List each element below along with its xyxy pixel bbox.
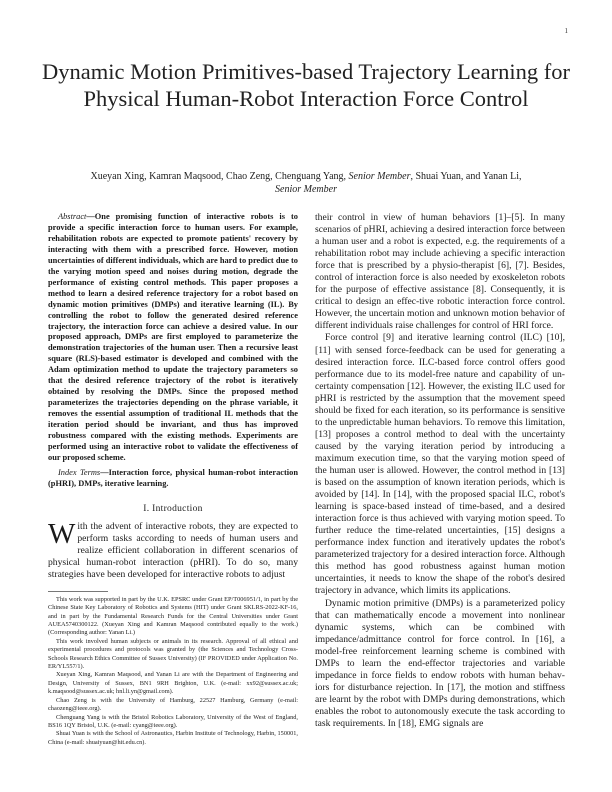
footnote-affiliation-bristol: Chenguang Yang is with the Bristol Robotics Laboratory, University of the West of England, BS16 1QY Bristol, U.K. (e-mail: cyang@ieee.org). [48,713,298,729]
page-number: 1 [564,27,568,35]
author-names-1: Xueyan Xing, Kamran Maqsood, Chao Zeng, Chenguang Yang, [90,171,347,182]
abstract-lead: Abstract [58,212,87,221]
drop-cap: W [48,517,76,550]
index-terms-lead: Index Terms [58,467,101,477]
body-paragraph-2: Force control [9] and iterative learning control (ILC) [10], [11] with sensed force-feedback can be used for generating a desired interaction force. ILC-based force control offers good performance due to its model-free nature and capability of un-certainty compensation [12]. However, the existing ILC used for pHRI is restricted by the assumption that the movement speed should be fixed for each iteration, so its performance is sensitive to the unpredictable human behaviors. To remove this limitation, [13] proposes a control method to deal with the uncertainty caused by the varying iteration period by introducing a maximum execution time, so that the varying motion speed of the human user is allowed. However, the control method in [13] is based on the assumption of known iteration periods, which is avoided by [14]. In [14], with the proposed spacial ILC, robot's learning is space-based instead of time-based, and a desired interaction force is thus achieved with varying motion speed. To further reduce the time-related uncertainties, [15] designs a performance index function and iteratively updates the robot's parameterized trajectory for a desired interaction force. Although this method has good robustness against human motion uncertainties, it needs to know the shape of the robot's desired trajectory in advance, which limits its applications. [315,332,565,597]
abstract-text: —One promising function of interactive robots is to provide a specific interaction force to human users. For example, rehabilitation robots are expected to promote patients' recovery by interacting with them with a prescribed force. However, motion uncertainties of different individuals, which are hard to predict due to the varying motion speed and noises during motion, degrade the performance of existing control methods. This paper proposes a method to learn a desired reference trajectory for a robot based on dynamic motion primitives (DMPs) and iterative learning (IL). By controlling the robot to follow the generated desired reference trajectory, the interaction force can achieve a desired value. In our proposed approach, DMPs are first employed to parameterize the demonstration trajectories of the human user. Then a recursive least square (RLS)-based estimator is developed and combined with the Adam optimization method to update the trajectory parameters so that the desired reference trajectory of the robot is iteratively obtained by resolving the DMPs. Since the proposed method parameterizes the trajectories depending on the phrase variable, it removes the essential assumption of traditional IL methods that the iteration period should be invariant, and thus has improved robustness compared with the existing methods. Experiments are performed using an interactive robot to validate the effectiveness of our proposed scheme. [48,212,298,462]
footnote-rule [48,591,108,592]
section-heading-introduction: I. Introduction [143,503,203,514]
paper-title: Dynamic Motion Primitives-based Trajectory Learning for Physical Human-Robot Interaction Force Control [41,59,571,111]
index-terms [48,468,298,490]
footnote-funding: This work was supported in part by the U.K. EPSRC under Grant EP/T006951/1, in part by the Chinese State Key Laboratory of Robotics and Systems (HIT) under Grant SKLRS-2022-KF-16, and in part by the Fundamental Research Funds for the Central Universities under Grant AUEA5740300122. (Xueyan Xing and Kamran Maqsood contributed equally to the work.) (Corresponding author: Yanan Li.) [48,595,298,637]
senior-member-2: Senior Member [275,184,337,195]
left-column [48,212,298,747]
body-paragraph-1: their control in view of human behaviors [1]–[5]. In many scenarios of pHRI, achieving a desired interaction force between a human user and a robot is expected, e.g. the requirements of a rehabilitation robot may include achieving a specific interaction force that is prescribed by a physio-therapist [6], [7]. Besides, control of interaction force is also needed by exoskeleton robots for the purpose of effective assistance [8]. Consequently, it is critical to design an effec-tive robotic interaction force control. However, the uncertain motion and unknown motion behavior of different individuals raise challenges for control of HRI force. [315,212,565,332]
index-terms-text: —Interaction force, physical human-robot interaction (pHRI), DMPs, iterative learning. [48,467,298,488]
footnote-ethics: This work involved human subjects or animals in its research. Approval of all ethical and experimental procedures and protocols was granted by (the Sciences and Technology Cross-Schools Research Ethics Committee of Sussex University) (IF PROVIDED under Application No. ER/YL557/1). [48,637,298,671]
footnote-affiliation-sussex: Xueyan Xing, Kamran Maqsood, and Yanan Li are with the Department of Engineering and Design, University of Sussex, BN1 9RH Brighton, U.K. (e-mail: xx92@sussex.ac.uk; k.maqsood@sussex.ac.uk; hnl.li.yn@gmail.com). [48,671,298,696]
author-list [60,170,552,196]
footnote-affiliation-hamburg: Chao Zeng is with the University of Hamburg, 22527 Hamburg, Germany (e-mail: chaozeng@ieee.org). [48,696,298,713]
abstract [48,212,298,464]
right-column [315,212,565,730]
footnote-affiliation-harbin: Shuai Yuan is with the School of Astronautics, Harbin Institute of Technology, Harbin, 150001, China (e-mail: shuaiyuan@hit.edu.cn). [48,730,298,746]
intro-paragraph [48,517,298,581]
body-paragraph-3: Dynamic motion primitive (DMPs) is a parameterized policy that can mathematically encode a movement into nonlinear dynamic systems, which can be combined with impedance/admittance control for force control. In [16], a model-free reinforcement learning scheme is combined with DMPs to learn the end-effector trajectories and variable impedance in force fields to endow robots with human behav-iors for disturbance rejection. In [17], the motion and stiffness are learnt by the robot with DMPs during demonstrations, which enables the robot to autonomously execute the task according to task requirements. In [18], EMG signals are [315,597,565,729]
senior-member-1: Senior Member [348,171,411,182]
author-names-2: , Shuai Yuan, and Yanan Li, [410,171,522,182]
intro-text: ith the advent of interactive robots, they are expected to perform tasks according to needs of human users and realize efficient collaboration in different scenarios of physical human-robot interaction (pHRI). To do so, many strategies have been developed for interactive robots to adjust [48,520,298,580]
